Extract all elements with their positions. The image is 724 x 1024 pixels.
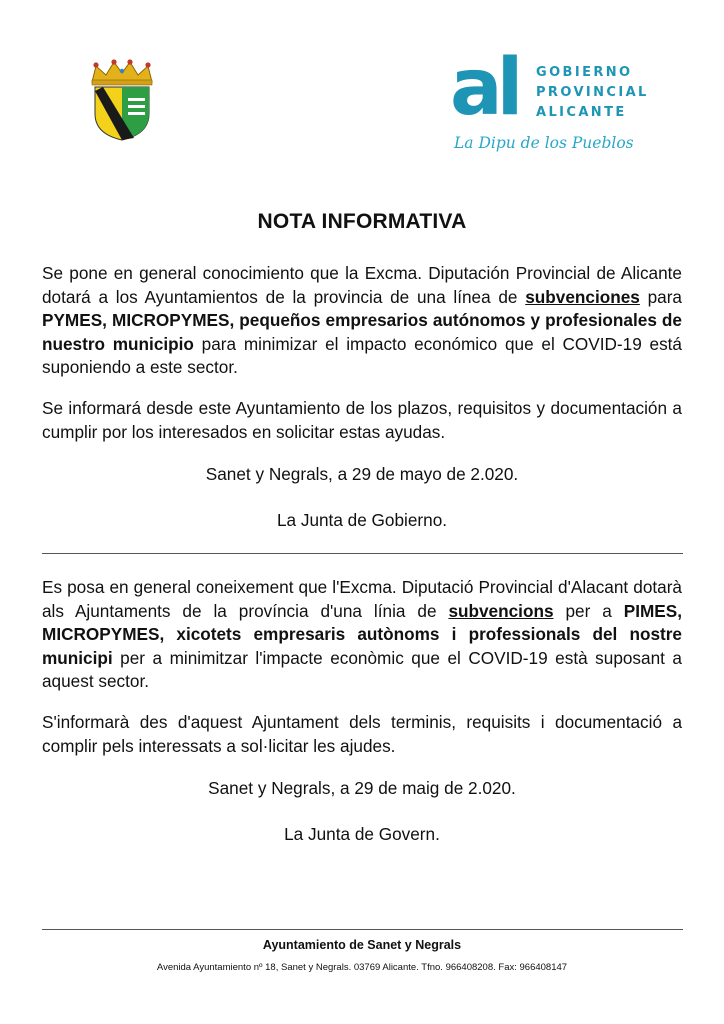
footer-divider (42, 929, 683, 930)
es-beneficiaries-emphasis: PYMES, MICROPYMES, pequeños empresarios autónomos y profesionales de nuestro municipio (42, 310, 682, 354)
va-subsidies-emphasis: subvencions (448, 600, 554, 621)
coat-of-arms-icon (86, 58, 158, 142)
brand-mark-text: al (450, 43, 518, 133)
brand-line-1: GOBIERNO (536, 65, 633, 80)
diputacion-alicante-logo (450, 40, 660, 160)
es-signature: La Junta de Gobierno. (276, 510, 448, 530)
va-paragraph-2: S'informarà des d'aquest Ajuntament dels terminis, requisits i documentació a complir pels interessats a sol·licitar les ajudes. (42, 712, 682, 756)
footer-organization: Ayuntamiento de Sanet y Negrals (262, 938, 462, 952)
va-date-line: Sanet y Negrals, a 29 de maig de 2.020. (208, 778, 516, 798)
brand-slogan: La Dipu de los Pueblos (454, 134, 634, 152)
es-date-line: Sanet y Negrals, a 29 de mayo de 2.020. (205, 464, 519, 484)
brand-line-3: ALICANTE (536, 105, 627, 120)
es-paragraph-2: Se informará desde este Ayuntamiento de los plazos, requisitos y documentación a cumplir por los interesados en solicitar estas ayudas. (42, 398, 682, 442)
page-title: NOTA INFORMATIVA (257, 210, 467, 233)
va-paragraph-1: Es posa en general coneixement que l'Excma. Diputació Provincial d'Alacant dotarà als Ajuntaments de la província d'una línia de subvencions per a PIMES, MICROPYMES, xicotets empresaris autònoms i professionals del nostre municipi per a minimitzar l'impacte econòmic que el COVID-19 està suposant a aquest sector. (42, 577, 682, 691)
brand-line-2: PROVINCIAL (536, 85, 649, 100)
section-divider (42, 553, 683, 554)
va-signature: La Junta de Govern. (284, 824, 440, 844)
es-paragraph-1: Se pone en general conocimiento que la Excma. Diputación Provincial de Alicante dotará a los Ayuntamientos de la provincia de una línea de subvenciones para PYMES, MICROPYMES, pequeños empresarios autónomos y profesionales de nuestro municipio para minimizar el impacto económico que el COVID-19 está suponiendo a este sector. (42, 263, 682, 377)
va-beneficiaries-emphasis: PIMES, MICROPYMES, xicotets empresaris autònoms i professionals del nostre municipi (42, 600, 682, 668)
footer-address: Avenida Ayuntamiento nº 18, Sanet y Negrals. 03769 Alicante. Tfno. 966408208. Fax: 966408147 (156, 962, 568, 973)
es-subsidies-emphasis: subvenciones (525, 286, 640, 307)
